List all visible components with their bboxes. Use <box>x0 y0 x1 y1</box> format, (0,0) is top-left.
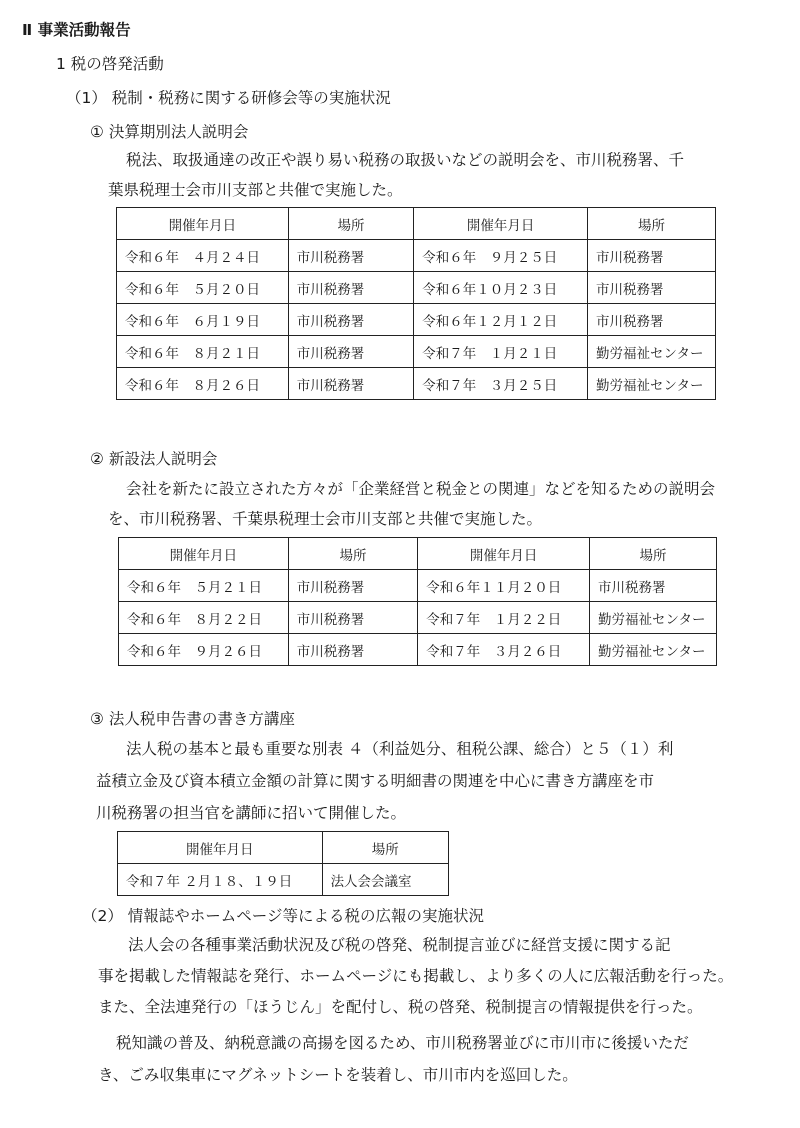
item1-table <box>116 207 716 400</box>
table-cell: 勤労福祉センター <box>590 634 717 666</box>
table-cell: 令和６年 ８月２２日 <box>119 602 289 634</box>
table-row <box>117 240 716 272</box>
table-header-row <box>118 832 449 864</box>
table-header-cell: 場所 <box>322 832 448 864</box>
subsection-heading-1-1: （1） 税制・税務に関する研修会等の実施状況 <box>66 89 391 107</box>
table-header-cell: 開催年月日 <box>117 208 289 240</box>
table-header-cell: 開催年月日 <box>119 538 289 570</box>
table-cell: 令和６年１１月２０日 <box>418 570 590 602</box>
table-header-cell: 場所 <box>288 538 417 570</box>
sub1-2-line-2: 事を掲載した情報誌を発行、ホームページにも掲載し、より多くの人に広報活動を行った。 <box>98 967 734 985</box>
item2-line-1: 会社を新たに設立された方々が「企業経営と税金との関連」などを知るための説明会 <box>126 480 716 498</box>
table-row <box>117 272 716 304</box>
table-cell: 令和７年 １月２２日 <box>418 602 590 634</box>
table-cell: 市川税務署 <box>288 272 414 304</box>
table-row <box>119 634 717 666</box>
item3-table <box>117 831 449 896</box>
table-header-cell: 場所 <box>590 538 717 570</box>
table-cell: 市川税務署 <box>288 602 417 634</box>
table-row <box>118 864 449 896</box>
table-cell: 市川税務署 <box>288 634 417 666</box>
sub1-2-line-5: き、ごみ収集車にマグネットシートを装着し、市川市内を巡回した。 <box>98 1066 578 1084</box>
subsection-heading-1-2: （2） 情報誌やホームページ等による税の広報の実施状況 <box>82 907 484 925</box>
table-header-cell: 開催年月日 <box>118 832 323 864</box>
sub1-2-line-1: 法人会の各種事業活動状況及び税の啓発、税制提言並びに経営支援に関する記 <box>128 936 671 954</box>
table-cell: 令和６年 ９月２５日 <box>414 240 588 272</box>
table-header-row <box>117 208 716 240</box>
table-header-cell: 開催年月日 <box>414 208 588 240</box>
item2-line-2: を、市川税務署、千葉県税理士会市川支部と共催で実施した。 <box>108 510 543 528</box>
table-cell: 令和６年 ８月２６日 <box>117 368 289 400</box>
table-cell: 令和６年 ９月２６日 <box>119 634 289 666</box>
table-cell: 市川税務署 <box>590 570 717 602</box>
table-cell: 令和６年１２月１２日 <box>414 304 588 336</box>
table-cell: 令和６年 ５月２０日 <box>117 272 289 304</box>
table-cell: 勤労福祉センター <box>588 336 716 368</box>
table-row <box>117 304 716 336</box>
item1-heading: ① 決算期別法人説明会 <box>90 123 249 141</box>
subsection-title: 1 税の啓発活動 <box>56 55 164 73</box>
item3-heading: ③ 法人税申告書の書き方講座 <box>90 710 295 728</box>
table-header-row <box>119 538 717 570</box>
item2-table <box>118 537 717 666</box>
table-cell: 市川税務署 <box>588 272 716 304</box>
table-cell: 令和６年 ６月１９日 <box>117 304 289 336</box>
table-header-cell: 開催年月日 <box>418 538 590 570</box>
table-cell: 令和６年１０月２３日 <box>414 272 588 304</box>
sub1-2-line-4: 税知識の普及、納税意識の高揚を図るため、市川税務署並びに市川市に後援いただ <box>116 1034 689 1052</box>
table-header-cell: 場所 <box>288 208 414 240</box>
table-cell: 市川税務署 <box>288 368 414 400</box>
table-cell: 令和７年 ３月２６日 <box>418 634 590 666</box>
item3-line-2: 益積立金及び資本積立金額の計算に関する明細書の関連を中心に書き方講座を市 <box>96 772 655 790</box>
table-cell: 勤労福祉センター <box>590 602 717 634</box>
table-cell: 令和６年 ５月２１日 <box>119 570 289 602</box>
item1-line-2: 葉県税理士会市川支部と共催で実施した。 <box>108 181 403 199</box>
section-title: Ⅱ 事業活動報告 <box>22 21 131 39</box>
table-header-cell: 場所 <box>588 208 716 240</box>
table-row <box>119 570 717 602</box>
table-cell: 市川税務署 <box>588 304 716 336</box>
item1-line-1: 税法、取扱通達の改正や誤り易い税務の取扱いなどの説明会を、市川税務署、千 <box>126 151 685 169</box>
table-cell: 市川税務署 <box>288 336 414 368</box>
table-cell: 市川税務署 <box>588 240 716 272</box>
table-cell: 市川税務署 <box>288 240 414 272</box>
table-cell: 令和７年 ２月１８、１９日 <box>118 864 323 896</box>
table-row <box>117 336 716 368</box>
table-cell: 市川税務署 <box>288 570 417 602</box>
item3-line-3: 川税務署の担当官を講師に招いて開催した。 <box>96 804 407 822</box>
table-row <box>119 602 717 634</box>
table-row <box>117 368 716 400</box>
table-cell: 令和６年 ８月２１日 <box>117 336 289 368</box>
item2-heading: ② 新設法人説明会 <box>90 450 218 468</box>
item3-line-1: 法人税の基本と最も重要な別表 ４（利益処分、租税公課、総合）と５（１）利 <box>126 740 674 758</box>
table-cell: 令和７年 １月２１日 <box>414 336 588 368</box>
table-cell: 令和６年 ４月２４日 <box>117 240 289 272</box>
table-cell: 勤労福祉センター <box>588 368 716 400</box>
table-cell: 令和７年 ３月２５日 <box>414 368 588 400</box>
sub1-2-line-3: また、全法連発行の「ほうじん」を配付し、税の啓発、税制提言の情報提供を行った。 <box>98 998 703 1016</box>
table-cell: 市川税務署 <box>288 304 414 336</box>
table-cell: 法人会会議室 <box>322 864 448 896</box>
